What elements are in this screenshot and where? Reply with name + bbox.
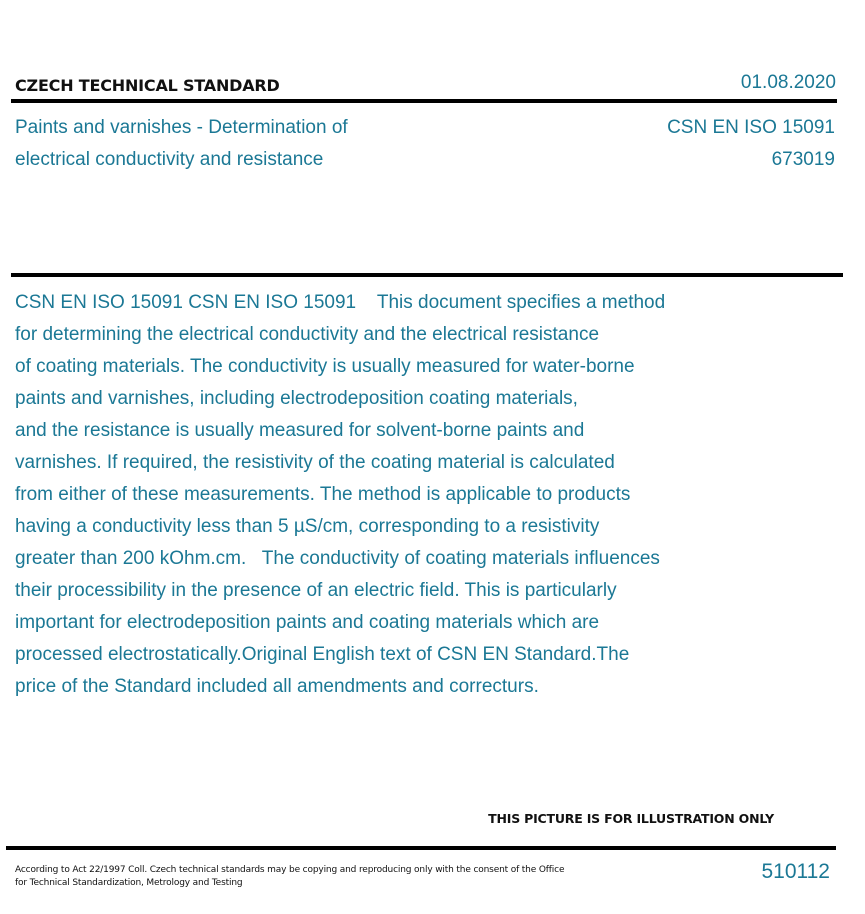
footer-code: 510112 — [761, 860, 830, 883]
issue-date: 01.08.2020 — [740, 72, 836, 93]
abstract-line: paints and varnishes, including electrodeposition coating materials, — [15, 388, 578, 409]
title-line: electrical conductivity and resistance — [15, 149, 324, 170]
abstract-line: and the resistance is usually measured for solvent-borne paints and — [15, 420, 585, 441]
legal-notice — [15, 864, 615, 890]
abstract-line: processed electrostatically.Original English text of CSN EN Standard.The — [15, 644, 630, 665]
abstract-line: price of the Standard included all amendments and correcturs. — [15, 676, 539, 697]
abstract-text — [15, 287, 815, 703]
document-title — [15, 112, 445, 176]
abstract-line: their processibility in the presence of an electric field. This is particularly — [15, 580, 617, 601]
abstract-line: from either of these measurements. The method is applicable to products — [15, 484, 631, 505]
abstract-line: for determining the electrical conductivity and the electrical resistance — [15, 324, 600, 345]
abstract-line: greater than 200 kOhm.cm. The conductivity of coating materials influences — [15, 548, 660, 569]
title-line: Paints and varnishes - Determination of — [15, 117, 348, 138]
legal-line: for Technical Standardization, Metrology and Testing — [15, 878, 243, 888]
title-divider — [11, 273, 843, 277]
abstract-line: having a conductivity less than 5 µS/cm, corresponding to a resistivity — [15, 516, 600, 537]
abstract-line: varnishes. If required, the resistivity of the coating material is calculated — [15, 452, 615, 473]
footer-divider — [6, 846, 836, 850]
class-number: 673019 — [771, 149, 835, 170]
standard-codes — [667, 112, 835, 176]
legal-line: According to Act 22/1997 Coll. Czech technical standards may be copying and reproducing only with the consent of the Office — [15, 865, 565, 875]
abstract-line: important for electrodeposition paints and coating materials which are — [15, 612, 600, 633]
illustration-notice: THIS PICTURE IS FOR ILLUSTRATION ONLY — [488, 811, 774, 826]
abstract-line: of coating materials. The conductivity is usually measured for water-borne — [15, 356, 635, 377]
header-divider — [11, 99, 837, 103]
standard-designation: CSN EN ISO 15091 — [667, 117, 835, 138]
abstract-line: CSN EN ISO 15091 CSN EN ISO 15091 This document specifies a method — [15, 292, 666, 313]
standard-type-label: CZECH TECHNICAL STANDARD — [15, 76, 280, 95]
